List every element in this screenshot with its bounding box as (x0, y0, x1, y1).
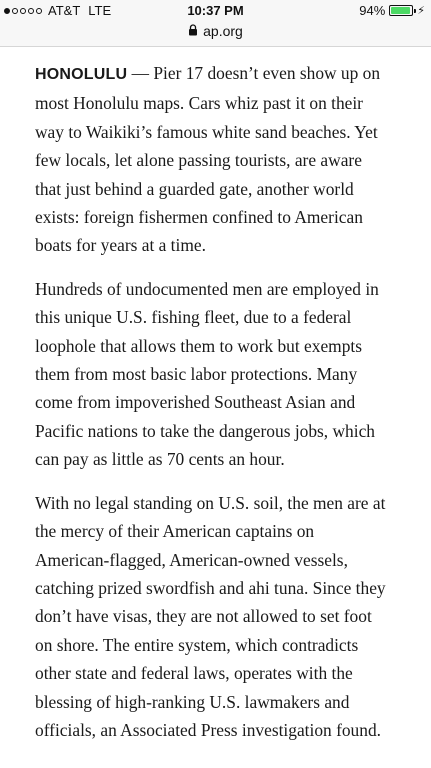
article-body (0, 47, 431, 744)
url-text: ap.org (203, 23, 243, 39)
article-paragraph-2: Hundreds of undocumented men are employed in this unique U.S. fishing fleet, due to a federal loophole that allows them to work but exempts them from most basic labor protections. Many come from impoverished Southeast Asian and Pacific nations to take the dangerous jobs, which can pay as little as 70 cents an hour. (35, 278, 379, 470)
lock-icon (188, 23, 198, 39)
paragraph-1-text: — Pier 17 doesn’t even show up on most Honolulu maps. Cars whiz past it on their way to Waikiki’s famous white sand beaches. Yet few locals, let alone passing tourists, are aware that just behind a guarded gate, another world exists: foreign fishermen confined to American boats for years at a time. (35, 63, 381, 256)
address-bar[interactable] (0, 20, 431, 42)
network-type: LTE (88, 3, 112, 18)
status-bar (0, 0, 431, 22)
battery-fill (391, 7, 410, 14)
battery-percent: 94% (359, 3, 386, 18)
charging-bolt-icon: ⚡ (417, 5, 425, 17)
battery-icon (389, 5, 413, 16)
article-paragraph-3: With no legal standing on U.S. soil, the men are at the mercy of their American captains on American-flagged, American-owned vessels, catching prized swordfish and ahi tuna. Since they don’t have visas, they are not allowed to set foot on shore. The entire system, which contradicts other state and federal laws, operates with the blessing of high-ranking U.S. lawmakers and officials, an Associated Press investigation found. (35, 492, 386, 740)
status-time: 10:37 PM (187, 3, 244, 18)
carrier-name: AT&T (48, 3, 81, 18)
status-right (359, 3, 425, 18)
dateline: HONOLULU (35, 66, 128, 83)
browser-top-bar (0, 0, 431, 47)
article-paragraph-1 (35, 59, 391, 260)
